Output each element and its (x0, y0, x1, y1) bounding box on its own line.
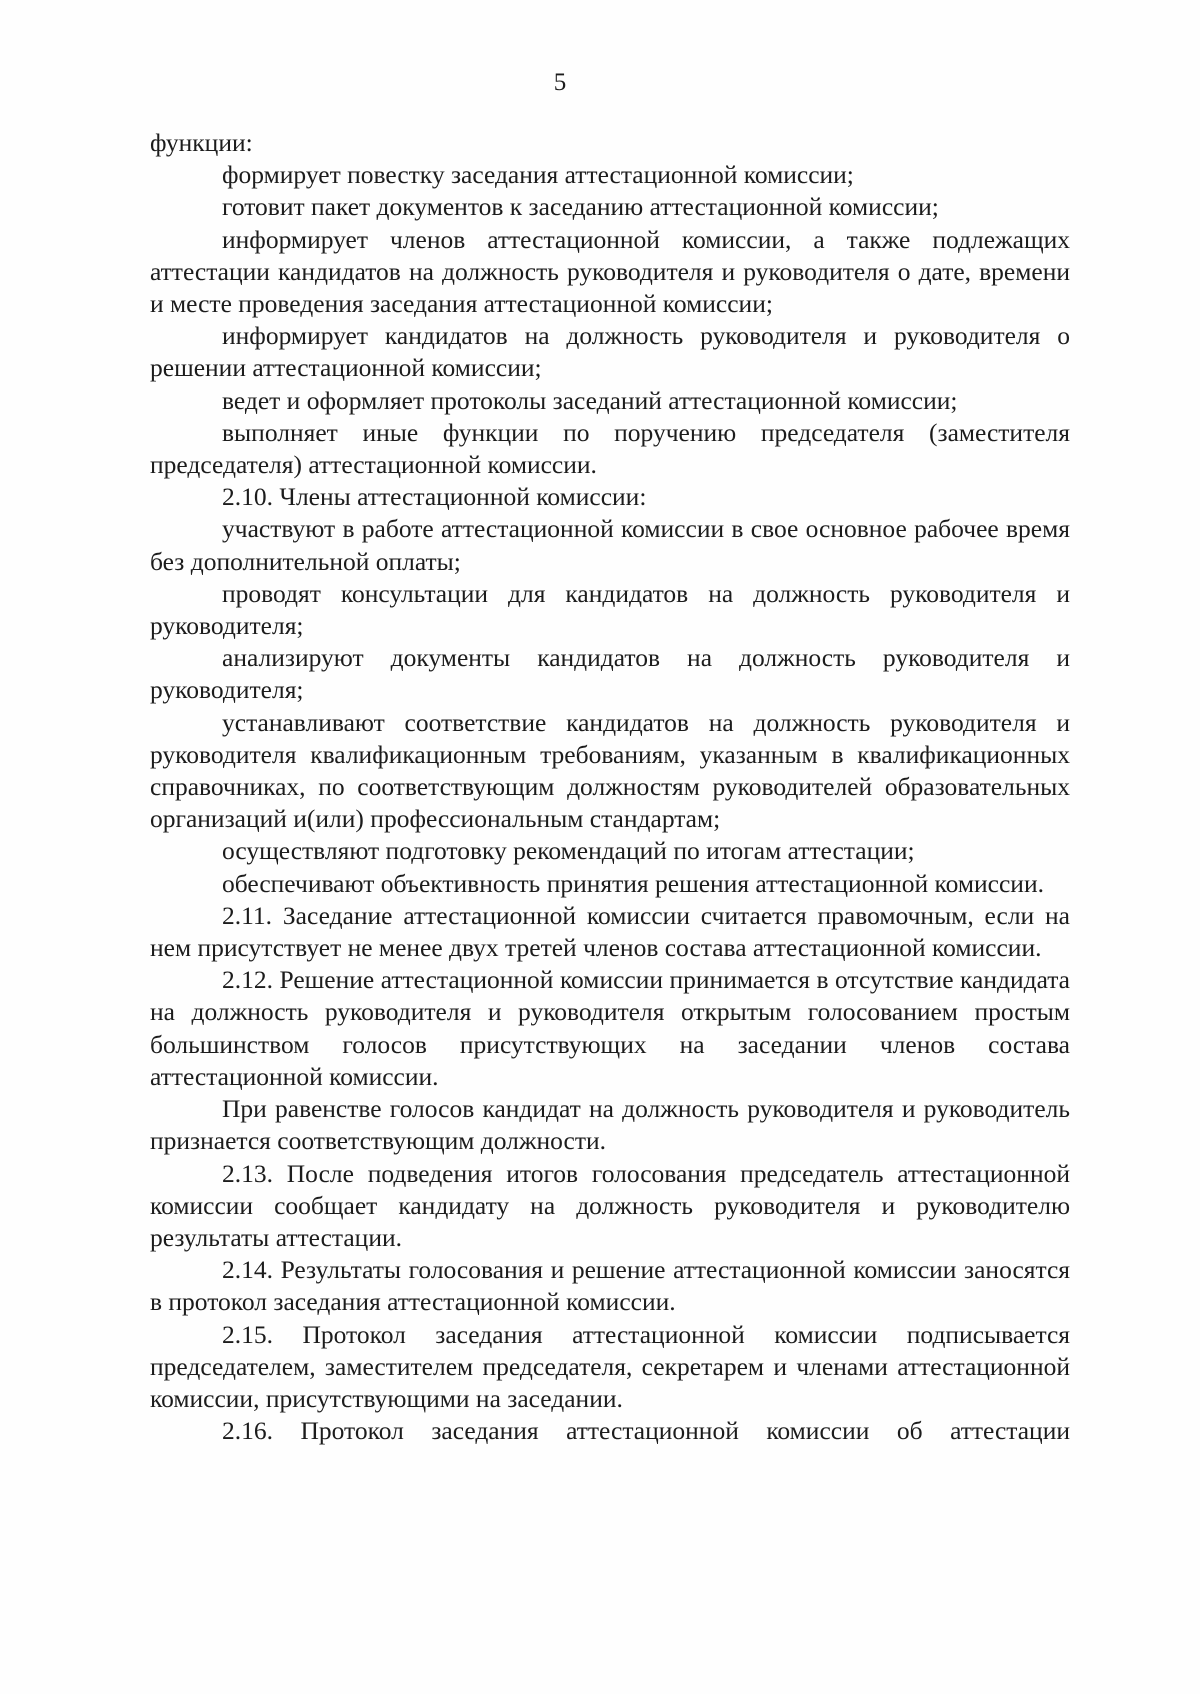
paragraph: функции: (150, 128, 253, 157)
paragraph: осуществляют подготовку рекомендаций по итогам аттестации; (222, 836, 915, 866)
section-paragraph: 2.12. Решение аттестационной комиссии принимается в отсутствие кандидата на должность руководителя и руководителя открытым голосованием простым большинством голосов присутствующих на заседании членов состава аттестационной комиссии. (150, 965, 1070, 1091)
document-body (150, 127, 1070, 1447)
paragraph: обеспечивают объективность принятия решения аттестационной комиссии. (222, 868, 1044, 898)
section-paragraph: 2.11. Заседание аттестационной комиссии считается правомочным, если на нем присутствует не менее двух третей членов состава аттестационной комиссии. (150, 900, 1070, 963)
section-heading: 2.10. Члены аттестационной комиссии: (222, 482, 647, 512)
section-paragraph: 2.13. После подведения итогов голосования председатель аттестационной комиссии сообщает кандидату на должность руководителя и руководителю результаты аттестации. (150, 1158, 1070, 1252)
paragraph: проводят консультации для кандидатов на должность руководителя и руководителя; (150, 578, 1070, 641)
paragraph: устанавливают соответствие кандидатов на должность руководителя и руководителя квалификационным требованиям, указанным в квалификационных справочниках, по соответствующим должностям руководителей образовательных организаций и(или) профессиональным стандартам; (150, 707, 1070, 834)
paragraph: При равенстве голосов кандидат на должность руководителя и руководитель признается соответствующим должности. (150, 1094, 1070, 1156)
paragraph: выполняет иные функции по поручению председателя (заместителя председателя) аттестационной комиссии. (150, 417, 1070, 480)
section-paragraph: 2.15. Протокол заседания аттестационной комиссии подписывается председателем, заместителем председателя, секретарем и членами аттестационной комиссии, присутствующими на заседании. (150, 1319, 1070, 1413)
paragraph: участвуют в работе аттестационной комиссии в свое основное рабочее время без дополнительной оплаты; (150, 514, 1070, 576)
paragraph: готовит пакет документов к заседанию аттестационной комиссии; (222, 192, 939, 222)
section-paragraph: 2.16. Протокол заседания аттестационной комиссии об аттестации (222, 1416, 1070, 1446)
section-paragraph: 2.14. Результаты голосования и решение аттестационной комиссии заносятся в протокол заседания аттестационной комиссии. (150, 1255, 1070, 1317)
paragraph: информирует членов аттестационной комиссии, а также подлежащих аттестации кандидатов на должность руководителя и руководителя о дате, времени и месте проведения заседания аттестационной комиссии; (150, 224, 1070, 319)
paragraph: анализируют документы кандидатов на должность руководителя и руководителя; (150, 643, 1070, 705)
paragraph: формирует повестку заседания аттестационной комиссии; (222, 160, 854, 190)
paragraph: информирует кандидатов на должность руководителя и руководителя о решении аттестационной комиссии; (150, 321, 1070, 383)
paragraph: ведет и оформляет протоколы заседаний аттестационной комиссии; (222, 385, 958, 415)
page-number: 5 (553, 69, 567, 96)
